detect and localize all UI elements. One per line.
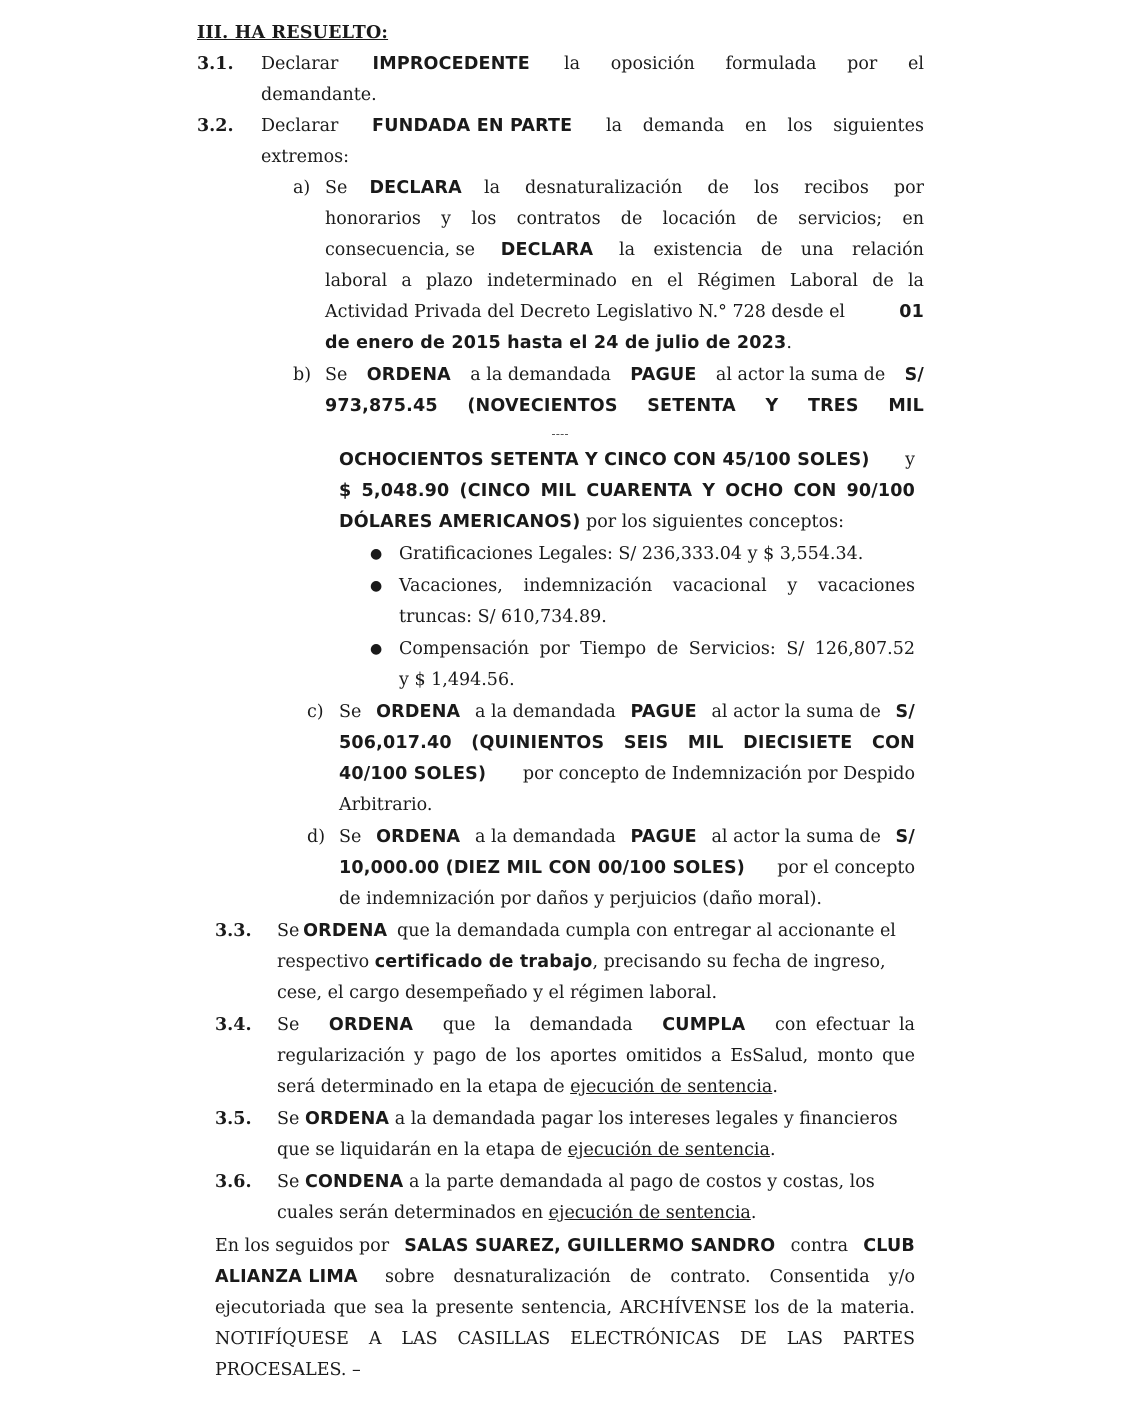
bullet-item-cts-line-2: y $ 1,494.56. xyxy=(399,670,515,690)
subitem-label-c: c) xyxy=(307,702,324,722)
bullet-item-cts-line-1: Compensación por Tiempo de Servicios: S/ 126,807.52 xyxy=(399,639,915,659)
bullet-icon: ● xyxy=(370,578,383,594)
item-3-3-line-3: cese, el cargo desempeñado y el régimen laboral. xyxy=(277,983,718,1003)
subitem-d-line-1: Se ORDENA a la demandada PAGUE al actor la suma de S/ xyxy=(339,827,915,847)
item-3-1-line-1: Declarar IMPROCEDENTE la oposición formulada por el xyxy=(261,54,924,74)
item-3-3-line-2: respectivo certificado de trabajo, precisando su fecha de ingreso, xyxy=(277,952,886,972)
bullet-item-vacaciones-line-2: truncas: S/ 610,734.89. xyxy=(399,607,607,627)
item-3-4-line-1: Se ORDENA que la demandada CUMPLA con efectuar la xyxy=(277,1015,915,1035)
closing-line-5: PROCESALES. – xyxy=(215,1360,361,1380)
page-break-mark xyxy=(552,434,568,435)
subitem-b-line-3: OCHOCIENTOS SETENTA Y CINCO CON 45/100 SOLES) y xyxy=(339,450,915,470)
item-3-5-line-2: que se liquidarán en la etapa de ejecución de sentencia. xyxy=(277,1140,776,1160)
item-3-2-line-2: extremos: xyxy=(261,147,349,167)
bullet-item-gratificaciones: Gratificaciones Legales: S/ 236,333.04 y $ 3,554.34. xyxy=(399,544,864,564)
subitem-c-line-2: 506,017.40 (QUINIENTOS SEIS MIL DIECISIETE CON xyxy=(339,733,915,753)
closing-line-1: En los seguidos por SALAS SUAREZ, GUILLERMO SANDRO contra CLUB xyxy=(215,1236,915,1256)
item-number-3-3: 3.3. xyxy=(215,921,252,941)
subitem-a-line-2: honorarios y los contratos de locación de servicios; en xyxy=(325,209,924,229)
bullet-icon: ● xyxy=(370,641,383,657)
item-number-3-4: 3.4. xyxy=(215,1015,252,1035)
closing-line-4: NOTIFÍQUESE A LAS CASILLAS ELECTRÓNICAS DE LAS PARTES xyxy=(215,1329,915,1349)
subitem-label-b: b) xyxy=(293,365,312,385)
section-heading: III. HA RESUELTO: xyxy=(197,23,389,43)
subitem-b-line-5: DÓLARES AMERICANOS) por los siguientes conceptos: xyxy=(339,512,844,532)
closing-line-3: ejecutoriada que sea la presente sentencia, ARCHÍVENSE los de la materia. xyxy=(215,1298,915,1318)
item-3-5-line-1: Se ORDENA a la demandada pagar los intereses legales y financieros xyxy=(277,1109,898,1129)
item-number-3-2: 3.2. xyxy=(197,116,234,136)
subitem-c-line-1: Se ORDENA a la demandada PAGUE al actor la suma de S/ xyxy=(339,702,915,722)
subitem-b-line-1: Se ORDENA a la demandada PAGUE al actor la suma de S/ xyxy=(325,365,924,385)
subitem-a-line-6: de enero de 2015 hasta el 24 de julio de 2023. xyxy=(325,333,792,353)
subitem-c-line-4: Arbitrario. xyxy=(339,795,433,815)
closing-line-2: ALIANZA LIMA sobre desnaturalización de contrato. Consentida y/o xyxy=(215,1267,915,1287)
item-3-2-line-1: Declarar FUNDADA EN PARTE la demanda en los siguientes xyxy=(261,116,924,136)
item-3-6-line-1: Se CONDENA a la parte demandada al pago de costos y costas, los xyxy=(277,1172,875,1192)
subitem-d-line-2: 10,000.00 (DIEZ MIL CON 00/100 SOLES) por el concepto xyxy=(339,858,915,878)
subitem-label-d: d) xyxy=(307,827,326,847)
item-3-1-line-2: demandante. xyxy=(261,85,377,105)
subitem-a-line-5: Actividad Privada del Decreto Legislativo N.° 728 desde el 01 xyxy=(325,302,924,322)
bullet-icon: ● xyxy=(370,546,383,562)
item-3-4-line-3: será determinado en la etapa de ejecución de sentencia. xyxy=(277,1077,778,1097)
item-3-6-line-2: cuales serán determinados en ejecución de sentencia. xyxy=(277,1203,757,1223)
subitem-b-line-4: $ 5,048.90 (CINCO MIL CUARENTA Y OCHO CON 90/100 xyxy=(339,481,915,501)
item-number-3-1: 3.1. xyxy=(197,54,234,74)
bullet-item-vacaciones-line-1: Vacaciones, indemnización vacacional y vacaciones xyxy=(399,576,915,596)
subitem-label-a: a) xyxy=(293,178,311,198)
subitem-b-line-2: 973,875.45 (NOVECIENTOS SETENTA Y TRES MIL xyxy=(325,396,924,416)
subitem-d-line-3: de indemnización por daños y perjuicios (daño moral). xyxy=(339,889,822,909)
item-number-3-6: 3.6. xyxy=(215,1172,252,1192)
item-number-3-5: 3.5. xyxy=(215,1109,252,1129)
subitem-a-line-1: Se DECLARA la desnaturalización de los recibos por xyxy=(325,178,924,198)
subitem-a-line-4: laboral a plazo indeterminado en el Régimen Laboral de la xyxy=(325,271,924,291)
item-3-4-line-2: regularización y pago de los aportes omitidos a EsSalud, monto que xyxy=(277,1046,915,1066)
item-3-3-line-1: Se ORDENA que la demandada cumpla con entregar al accionante el xyxy=(277,921,896,941)
subitem-c-line-3: 40/100 SOLES) por concepto de Indemnización por Despido xyxy=(339,764,915,784)
subitem-a-line-3: consecuencia, se DECLARA la existencia de una relación xyxy=(325,240,924,260)
